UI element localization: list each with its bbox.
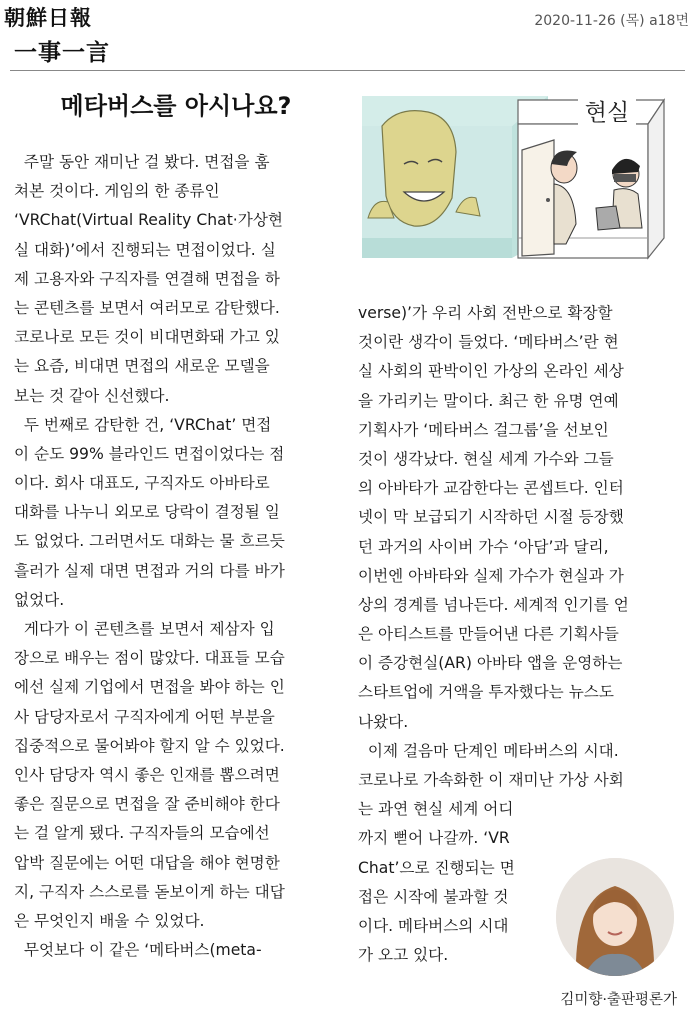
article-line: 인사 담당자 역시 좋은 인재를 뽑으려면 [14, 765, 280, 784]
article-line: 집중적으로 물어봐야 할지 알 수 있었다. [14, 736, 285, 755]
article-line: 실 대화)’에서 진행되는 면접이었다. 실 [14, 240, 276, 259]
article-line: 이 증강현실(AR) 아바타 앱을 운영하는 [358, 654, 623, 673]
article-line: 무엇보다 이 같은 ‘메타버스(meta- [14, 941, 262, 960]
article-line: 흘러가 실제 대면 면접과 거의 다를 바가 [14, 561, 285, 580]
article-line: 이다. 메타버스의 시대 [358, 916, 509, 935]
article-line: Chat’으로 진행되는 면 [358, 858, 515, 877]
column-name: 一事一言 [14, 40, 110, 66]
date-line: 2020-11-26 (목) a18면 [534, 13, 689, 29]
article-line: 코로나로 가속화한 이 재미난 가상 사회 [358, 771, 624, 789]
article-line: 게다가 이 콘텐츠를 보면서 제삼자 입 [14, 620, 275, 638]
article-line: verse)’가 우리 사회 전반으로 확장할 [358, 304, 613, 322]
article-line: 넷이 막 보급되기 시작하던 시절 등장했 [358, 508, 624, 527]
article-line: 스타트업에 거액을 투자했다는 뉴스도 [358, 683, 614, 702]
article-line: 코로나로 모든 것이 비대면화돼 가고 있 [14, 328, 280, 347]
article-line: 두 번째로 감탄한 건, ‘VRChat’ 면접 [14, 415, 272, 434]
article-line: 주말 동안 재미난 걸 봤다. 면접을 훔 [14, 153, 270, 171]
article-line: 사 담당자로서 구직자에게 어떤 부분을 [14, 707, 275, 726]
article-line: 것이 생각났다. 현실 세계 가수와 그들 [358, 449, 614, 468]
article-line: 보는 것 같아 신선했다. [14, 386, 170, 405]
article-line: 지, 구직자 스스로를 돋보이게 하는 대답 [14, 882, 285, 901]
article-line: 가 오고 있다. [358, 946, 449, 965]
article-line: 이다. 회사 대표도, 구직자도 아바타로 [14, 474, 270, 493]
article-line: 대화를 나누니 외모로 당락이 결정될 일 [14, 503, 280, 522]
column-rule [10, 70, 685, 71]
article-line: 이제 걸음마 단계인 메타버스의 시대. [358, 741, 619, 760]
article-line: 실 사회의 판박이인 가상의 온라인 세상 [358, 362, 624, 381]
article-line: 나왔다. [358, 712, 409, 731]
cartoon-illustration [358, 88, 676, 264]
article-line: 압박 질문에는 어떤 대답을 해야 현명한 [14, 853, 280, 872]
article-line: 상의 경계를 넘나든다. 세계적 인기를 얻 [358, 595, 629, 614]
article-line: 것이란 생각이 들었다. ‘메타버스’란 현 [358, 333, 619, 352]
article-line: 제 고용자와 구직자를 연결해 면접을 하 [14, 269, 280, 288]
article-line: 는 걸 알게 됐다. 구직자들의 모습에선 [14, 824, 270, 843]
article-line: 기획사가 ‘메타버스 걸그룹’을 선보인 [358, 420, 609, 439]
article-line: 는 콘텐츠를 보면서 여러모로 감탄했다. [14, 298, 280, 317]
article-line: 도 없었다. 그러면서도 대화는 물 흐르듯 [14, 532, 285, 551]
article-line: 은 아티스트를 만들어낸 다른 기획사들 [358, 625, 619, 644]
author-photo [556, 858, 674, 976]
article-line: ‘VRChat(Virtual Reality Chat·가상현 [14, 211, 283, 230]
article-line: 은 무엇인지 배울 수 있었다. [14, 911, 205, 930]
article-line: 이 순도 99% 블라인드 면접이었다는 점 [14, 444, 285, 463]
article-line: 이번엔 아바타와 실제 가수가 현실과 가 [358, 566, 624, 585]
newspaper-masthead: 朝鮮日報 [4, 5, 92, 30]
article-headline: 메타버스를 아시나요? [60, 92, 292, 120]
author-byline: 김미향·출판평론가 [560, 992, 677, 1008]
article-line: 에선 실제 기업에서 면접을 봐야 하는 인 [14, 678, 285, 697]
article-line: 쳐본 것이다. 게임의 한 종류인 [14, 182, 220, 201]
article-line: 는 과연 현실 세계 어디 [358, 800, 514, 819]
cartoon-room-label: 현실 [584, 100, 630, 126]
article-line: 없었다. [14, 590, 65, 609]
article-line: 장으로 배우는 점이 많았다. 대표들 모습 [14, 649, 285, 668]
article-line: 던 과거의 사이버 가수 ‘아담’과 달리, [358, 537, 609, 556]
article-body-left-column [14, 148, 350, 965]
article-line: 접은 시작에 불과할 것 [358, 887, 509, 906]
article-line: 의 아바타가 교감한다는 콘셉트다. 인터 [358, 479, 624, 498]
article-line: 까지 뻗어 나갈까. ‘VR [358, 829, 510, 848]
article-line: 좋은 질문으로 면접을 잘 준비해야 한다 [14, 795, 280, 814]
article-line: 는 요즘, 비대면 면접의 새로운 모델을 [14, 357, 270, 376]
article-line: 을 가리키는 말이다. 최근 한 유명 연예 [358, 391, 619, 410]
